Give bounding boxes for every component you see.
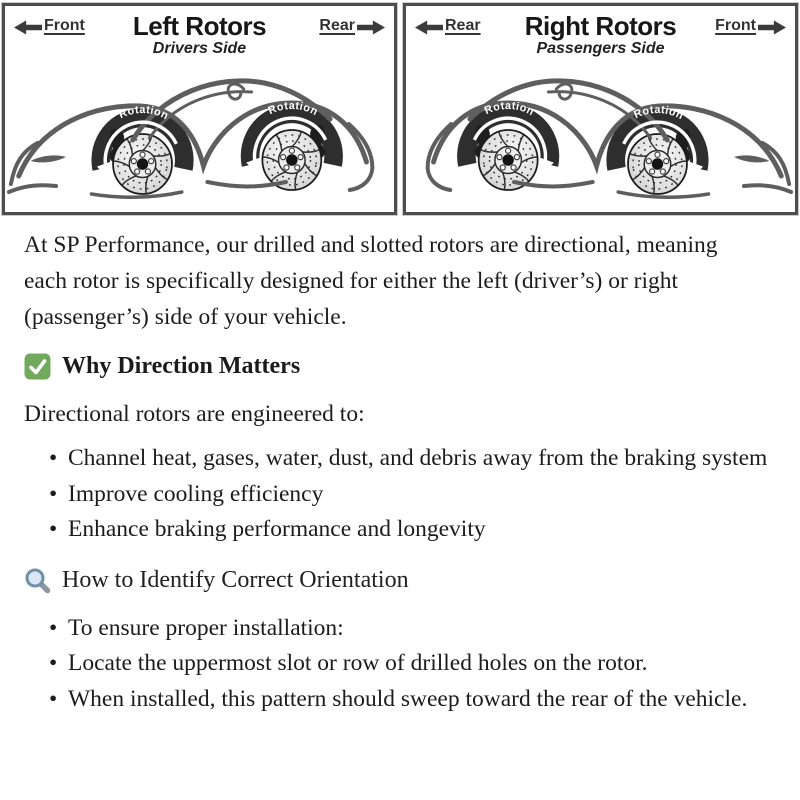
left-rotors-panel <box>2 3 397 215</box>
arrow-right-icon <box>758 20 786 35</box>
direction-label: Rear <box>319 16 355 34</box>
article-body <box>0 215 800 717</box>
arrow-left-icon <box>415 20 443 35</box>
list-item: • Locate the uppermost slot or row of drilled holes on the rotor. <box>24 646 776 682</box>
list-item: • To ensure proper installation: <box>24 611 776 647</box>
panel-subtitle: Drivers Side <box>152 40 247 57</box>
check-mark-icon <box>24 353 51 380</box>
arrow-left-icon <box>14 20 42 35</box>
panel-title: Left Rotors <box>132 11 267 41</box>
list-item: • Enhance braking performance and longevity <box>24 512 776 548</box>
direction-label: Front <box>44 16 85 34</box>
section-heading: How to Identify Correct Orientation <box>62 566 409 593</box>
benefits-list <box>24 441 776 548</box>
rotor-direction-diagram <box>0 0 800 215</box>
left-panel-header <box>5 6 394 58</box>
list-item: • Channel heat, gases, water, dust, and debris away from the braking system <box>24 441 776 477</box>
section-heading: Why Direction Matters <box>62 353 301 379</box>
heading-identify-orientation <box>24 565 776 596</box>
intro-paragraph: At SP Performance, our drilled and slotted rotors are directional, meaning each rotor is specifically designed for either the left (driver’s) or right (passenger’s) side of your vehicle. <box>24 232 718 330</box>
car-illustration-right <box>406 58 795 208</box>
rotation-label: Rotation <box>117 103 171 123</box>
list-item: • When installed, this pattern should sweep toward the rear of the vehicle. <box>24 682 776 718</box>
lead-sentence: Directional rotors are engineered to: <box>24 401 365 427</box>
rear-direction-indicator <box>415 16 481 35</box>
rotation-label: Rotation <box>482 99 537 119</box>
list-item: • Improve cooling efficiency <box>24 477 776 513</box>
arrow-right-icon <box>357 20 385 35</box>
direction-label: Front <box>715 16 756 34</box>
front-direction-indicator <box>14 16 85 35</box>
magnifying-glass-icon <box>24 567 51 594</box>
right-rotors-panel <box>403 3 798 215</box>
panel-subtitle: Passengers Side <box>536 40 665 57</box>
direction-label: Rear <box>445 16 481 34</box>
installation-list <box>24 611 776 718</box>
rotation-label: Rotation <box>266 99 320 119</box>
panel-title: Right Rotors <box>524 11 677 41</box>
right-panel-header <box>406 6 795 58</box>
heading-why-direction-matters <box>24 351 776 382</box>
car-illustration-left <box>5 58 394 208</box>
rotation-label: Rotation <box>632 103 686 123</box>
rear-direction-indicator <box>319 16 385 35</box>
front-direction-indicator <box>715 16 786 35</box>
